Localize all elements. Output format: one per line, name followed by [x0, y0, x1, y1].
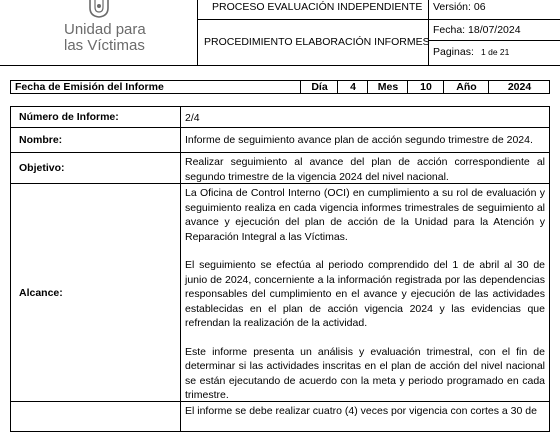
dia-value: 4 [337, 81, 368, 93]
numero-value: 2/4 [181, 106, 550, 128]
fecha-cell [429, 20, 560, 41]
alcance-paragraph-3: Este informe presenta un análisis y evaluación trimestral, con el fin de determinar si las actividades inscritas en el plan de acción del nivel nacional se están ejecutando de acuerdo con la meta y periodo programado en cada trimestre. [185, 345, 545, 401]
coat-of-arms-icon [86, 0, 112, 18]
procedure-cell [198, 20, 429, 66]
dia-label: Día [300, 81, 338, 93]
paginas-label: Paginas: [433, 46, 474, 58]
next-value: El informe se debe realizar cuatro (4) veces por vigencia con cortes a 30 de [181, 402, 550, 432]
nombre-value: Informe de seguimiento avance plan de acción segundo trimestre de 2024. [181, 128, 550, 153]
nombre-label: Nombre: [10, 128, 181, 153]
mes-value: 10 [407, 81, 444, 93]
ano-label: Año [443, 81, 489, 93]
emission-date-row [10, 80, 550, 94]
mes-label: Mes [367, 81, 408, 93]
process-cell [198, 0, 429, 20]
process-title: PROCESO EVALUACIÓN INDEPENDIENTE [212, 1, 423, 13]
alcance-value [181, 184, 550, 402]
procedure-title: PROCEDIMIENTO ELABORACIÓN INFORMES [204, 36, 430, 48]
fecha-text: Fecha: 18/07/2024 [433, 24, 521, 36]
logo-line-1: Unidad para [64, 21, 146, 38]
emission-label: Fecha de Emisión del Informe [15, 81, 164, 93]
logo-block [0, 0, 198, 66]
logo-line-2: las Víctimas [64, 37, 145, 54]
alcance-paragraph-2: El seguimiento se efectúa al periodo comprendido del 1 de abril al 30 de junio de 2024, concerniente a la información registrada por las dependencias responsables del cumplimiento en el avance y ejecución de las actividades establecidas en el plan de acción vigencia 2024 y las evidencias que refrendan la realización de la actividad. [185, 259, 545, 329]
paginas-cell [429, 41, 560, 66]
numero-label: Número de Informe: [10, 106, 181, 128]
version-text: Versión: 06 [433, 1, 486, 13]
alcance-label: Alcance: [10, 184, 181, 402]
paginas-value: 1 de 21 [481, 47, 510, 57]
ano-value: 2024 [488, 81, 550, 93]
alcance-paragraph-1: La Oficina de Control Interno (OCI) en cumplimiento a su rol de evaluación y seguimiento realiza en cada vigencia informes trimestrales de seguimiento al avance y ejecución del plan de acción de la Unidad para la Atención y Reparación Integral a las Víctimas. [185, 187, 545, 243]
version-cell [429, 0, 560, 20]
objetivo-label: Objetivo: [10, 153, 181, 184]
next-label [10, 402, 181, 432]
objetivo-value: Realizar seguimiento al avance del plan de acción correspondiente al segundo trimestre de la vigencia 2024 del nivel nacional. [181, 153, 550, 184]
